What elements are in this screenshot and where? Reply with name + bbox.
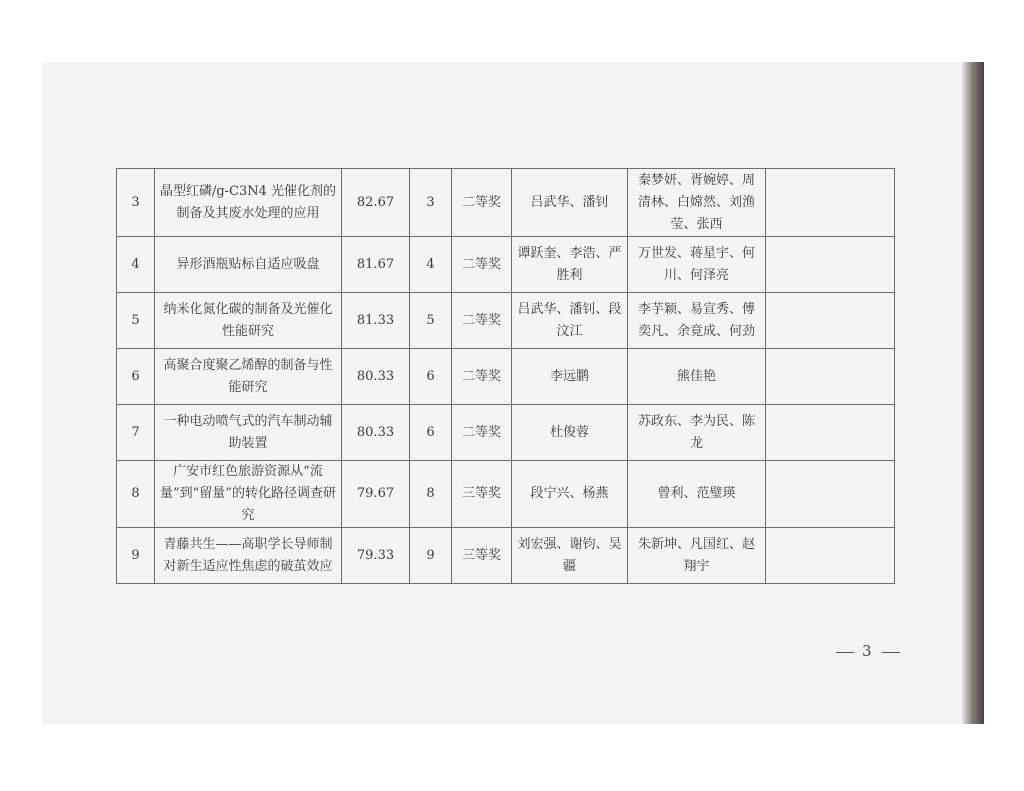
cell-score: 80.33 — [342, 405, 410, 461]
cell-note — [766, 293, 895, 349]
cell-advisors: 谭跃奎、李浩、严胜利 — [512, 237, 628, 293]
page-edge-shadow — [962, 62, 984, 724]
cell-rank: 6 — [410, 349, 452, 405]
cell-members: 曾利、范璧瑛 — [628, 461, 766, 528]
cell-no: 4 — [117, 237, 155, 293]
cell-score: 82.67 — [342, 169, 410, 237]
cell-advisors: 李远鹏 — [512, 349, 628, 405]
cell-members: 李芋颖、易宣秀、傅奕凡、余竟成、何劲 — [628, 293, 766, 349]
cell-members: 朱新坤、凡国红、赵翔宇 — [628, 528, 766, 584]
cell-award: 二等奖 — [452, 405, 512, 461]
cell-project: 一种电动喷气式的汽车制动辅助装置 — [155, 405, 342, 461]
cell-rank: 5 — [410, 293, 452, 349]
dash-left — [836, 652, 854, 653]
cell-rank: 6 — [410, 405, 452, 461]
cell-project: 纳米化氮化碳的制备及光催化性能研究 — [155, 293, 342, 349]
table-row — [117, 528, 895, 584]
cell-award: 三等奖 — [452, 461, 512, 528]
table-row — [117, 405, 895, 461]
cell-note — [766, 169, 895, 237]
cell-award: 二等奖 — [452, 293, 512, 349]
cell-note — [766, 237, 895, 293]
cell-project: 异形酒瓶贴标自适应吸盘 — [155, 237, 342, 293]
cell-no: 6 — [117, 349, 155, 405]
cell-advisors: 杜俊蓉 — [512, 405, 628, 461]
cell-rank: 4 — [410, 237, 452, 293]
cell-note — [766, 528, 895, 584]
cell-score: 79.67 — [342, 461, 410, 528]
cell-rank: 9 — [410, 528, 452, 584]
cell-no: 3 — [117, 169, 155, 237]
cell-award: 二等奖 — [452, 169, 512, 237]
cell-members: 秦梦妍、胥婉婷、周清林、白嫦然、刘渔莹、张西 — [628, 169, 766, 237]
cell-advisors: 刘宏强、谢钧、吴疆 — [512, 528, 628, 584]
cell-score: 79.33 — [342, 528, 410, 584]
cell-rank: 8 — [410, 461, 452, 528]
cell-no: 7 — [117, 405, 155, 461]
cell-project: 青藤共生——高职学长导师制对新生适应性焦虑的破茧效应 — [155, 528, 342, 584]
cell-advisors: 吕武华、潘钊 — [512, 169, 628, 237]
cell-members: 苏政东、李为民、陈龙 — [628, 405, 766, 461]
cell-award: 二等奖 — [452, 237, 512, 293]
cell-advisors: 段宁兴、杨燕 — [512, 461, 628, 528]
cell-note — [766, 405, 895, 461]
awards-table — [116, 168, 895, 584]
table-row — [117, 349, 895, 405]
cell-advisors: 吕武华、潘钊、段汶江 — [512, 293, 628, 349]
cell-project: 晶型红磷/g-C3N4 光催化剂的制备及其废水处理的应用 — [155, 169, 342, 237]
table-row — [117, 461, 895, 528]
cell-rank: 3 — [410, 169, 452, 237]
cell-note — [766, 349, 895, 405]
table-row — [117, 169, 895, 237]
page-number — [828, 642, 908, 660]
dash-right — [882, 652, 900, 653]
table-row — [117, 293, 895, 349]
cell-no: 8 — [117, 461, 155, 528]
table-row — [117, 237, 895, 293]
cell-score: 81.33 — [342, 293, 410, 349]
cell-award: 二等奖 — [452, 349, 512, 405]
cell-members: 熊佳艳 — [628, 349, 766, 405]
cell-no: 9 — [117, 528, 155, 584]
page-number-value: 3 — [862, 642, 874, 660]
cell-note — [766, 461, 895, 528]
cell-award: 三等奖 — [452, 528, 512, 584]
cell-project: 广安市红色旅游资源从“流量”到“留量”的转化路径调查研究 — [155, 461, 342, 528]
cell-members: 万世发、蒋星宇、何川、何泽亮 — [628, 237, 766, 293]
cell-score: 81.67 — [342, 237, 410, 293]
cell-project: 高聚合度聚乙烯醇的制备与性能研究 — [155, 349, 342, 405]
cell-no: 5 — [117, 293, 155, 349]
cell-score: 80.33 — [342, 349, 410, 405]
